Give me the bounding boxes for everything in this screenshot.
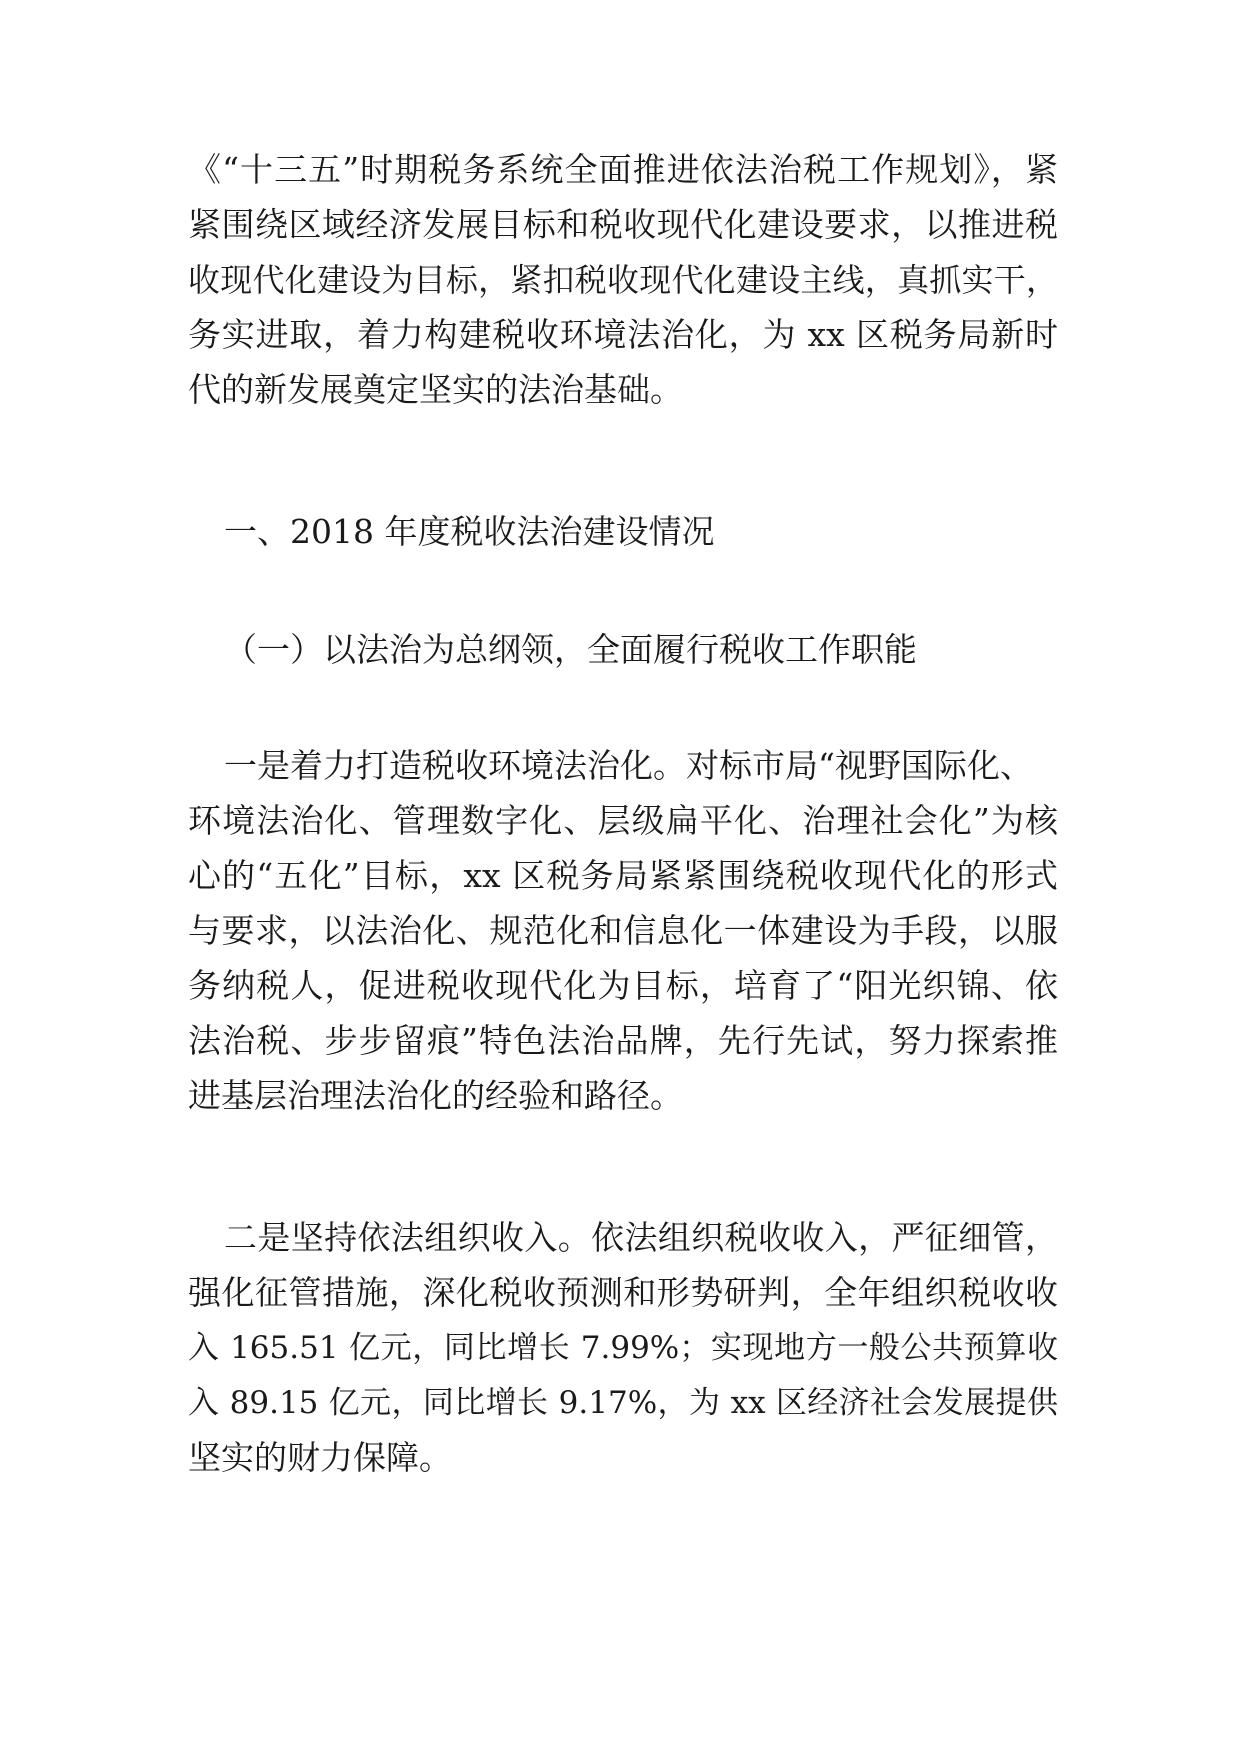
subsection-heading: （一）以法治为总纲领，全面履行税收工作职能 [224,630,917,669]
text-line: 入 165.51 亿元，同比增长 7.99%；实现地方一般公共预算收 [188,1330,1058,1366]
section-heading: 一、2018 年度税收法治建设情况 [224,512,715,551]
text-line: 《“十三五”时期税务系统全面推进依法治税工作规划》，紧 [188,150,1058,189]
text-line: 心的“五化”目标，xx 区税务局紧紧围绕税收现代化的形式 [188,856,1058,895]
text-line: 入 89.15 亿元，同比增长 9.17%，为 xx 区经济社会发展提供 [188,1385,1058,1421]
text-line: 务实进取，着力构建税收环境法治化，为 xx 区税务局新时 [188,315,1058,354]
text-line: 进基层治理法治化的经验和路径。 [188,1076,683,1115]
text-line: 坚实的财力保障。 [188,1438,452,1477]
text-line: 强化征管措施，深化税收预测和形势研判，全年组织税收收 [188,1273,1058,1312]
text-line: 务纳税人，促进税收现代化为目标，培育了“阳光织锦、依 [188,966,1058,1005]
text-line: 法治税、步步留痕”特色法治品牌，先行先试，努力探索推 [188,1021,1058,1060]
text-line: 环境法治化、管理数字化、层级扁平化、治理社会化”为核 [188,801,1058,840]
text-line: 收现代化建设为目标，紧扣税收现代化建设主线，真抓实干， [188,261,1058,299]
text-line: 二是坚持依法组织收入。依法组织税收收入，严征细管， [224,1218,1058,1257]
text-line: 代的新发展奠定坚实的法治基础。 [188,370,683,409]
text-line: 与要求，以法治化、规范化和信息化一体建设为手段，以服 [188,911,1058,950]
text-line: 紧围绕区域经济发展目标和税收现代化建设要求，以推进税 [188,205,1058,244]
text-line: 一是着力打造税收环境法治化。对标市局“视野国际化、 [224,746,1033,785]
